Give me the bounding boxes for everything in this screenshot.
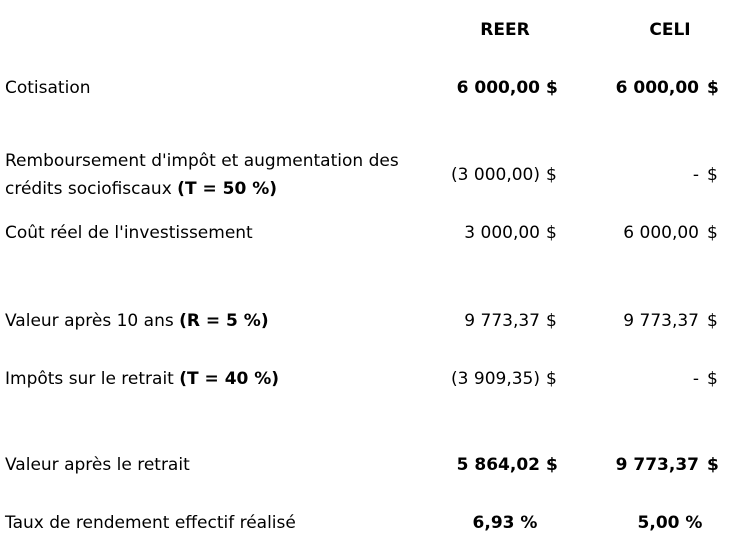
reer-value-impots-retrait: (3 909,35) (451, 369, 540, 389)
celi-value-valeur-10-ans: 9 773,37 (623, 311, 699, 331)
celi-currency-valeur-10-ans: $ (707, 311, 718, 331)
row-label-cout-reel: Coût réel de l'investissement (5, 223, 253, 243)
row-label-impots-retrait-rate: (T = 40 %) (179, 369, 280, 389)
celi-currency-cotisation: $ (707, 78, 719, 98)
header-reer: REER (480, 20, 530, 40)
celi-value-remboursement: - (692, 165, 699, 185)
row-label-valeur-retrait: Valeur après le retrait (5, 455, 190, 475)
reer-value-cotisation: 6 000,00 (456, 78, 540, 98)
row-label-valeur-10-ans-rate: (R = 5 %) (179, 311, 269, 331)
row-label-remboursement-text: Remboursement d'impôt et augmentation des crédits sociofiscaux (5, 151, 399, 199)
row-label-valeur-10-ans (5, 307, 405, 335)
row-label-remboursement-rate: (T = 50 %) (177, 179, 277, 199)
row-label-taux-rendement: Taux de rendement effectif réalisé (5, 513, 296, 533)
reer-currency-valeur-10-ans: $ (546, 311, 557, 331)
reer-value-valeur-retrait: 5 864,02 (456, 455, 540, 475)
row-label-impots-retrait (5, 365, 405, 393)
reer-value-taux-rendement: 6,93 % (472, 513, 538, 533)
header-celi: CELI (649, 20, 691, 40)
row-label-valeur-10-ans-text: Valeur après 10 ans (5, 311, 180, 331)
reer-currency-cotisation: $ (546, 78, 558, 98)
celi-currency-valeur-retrait: $ (707, 455, 719, 475)
celi-value-impots-retrait: - (692, 369, 699, 389)
row-label-cotisation: Cotisation (5, 78, 91, 98)
celi-currency-impots-retrait: $ (707, 369, 718, 389)
celi-value-taux-rendement: 5,00 % (637, 513, 703, 533)
celi-currency-remboursement: $ (707, 165, 718, 185)
reer-currency-impots-retrait: $ (546, 369, 557, 389)
reer-currency-remboursement: $ (546, 165, 557, 185)
celi-currency-cout-reel: $ (707, 223, 718, 243)
celi-value-valeur-retrait: 9 773,37 (615, 455, 699, 475)
row-label-remboursement (5, 147, 405, 203)
reer-value-valeur-10-ans: 9 773,37 (464, 311, 540, 331)
reer-value-remboursement: (3 000,00) (451, 165, 540, 185)
celi-value-cotisation: 6 000,00 (615, 78, 699, 98)
reer-currency-cout-reel: $ (546, 223, 557, 243)
reer-value-cout-reel: 3 000,00 (464, 223, 540, 243)
row-label-impots-retrait-text: Impôts sur le retrait (5, 369, 180, 389)
reer-currency-valeur-retrait: $ (546, 455, 558, 475)
celi-value-cout-reel: 6 000,00 (623, 223, 699, 243)
